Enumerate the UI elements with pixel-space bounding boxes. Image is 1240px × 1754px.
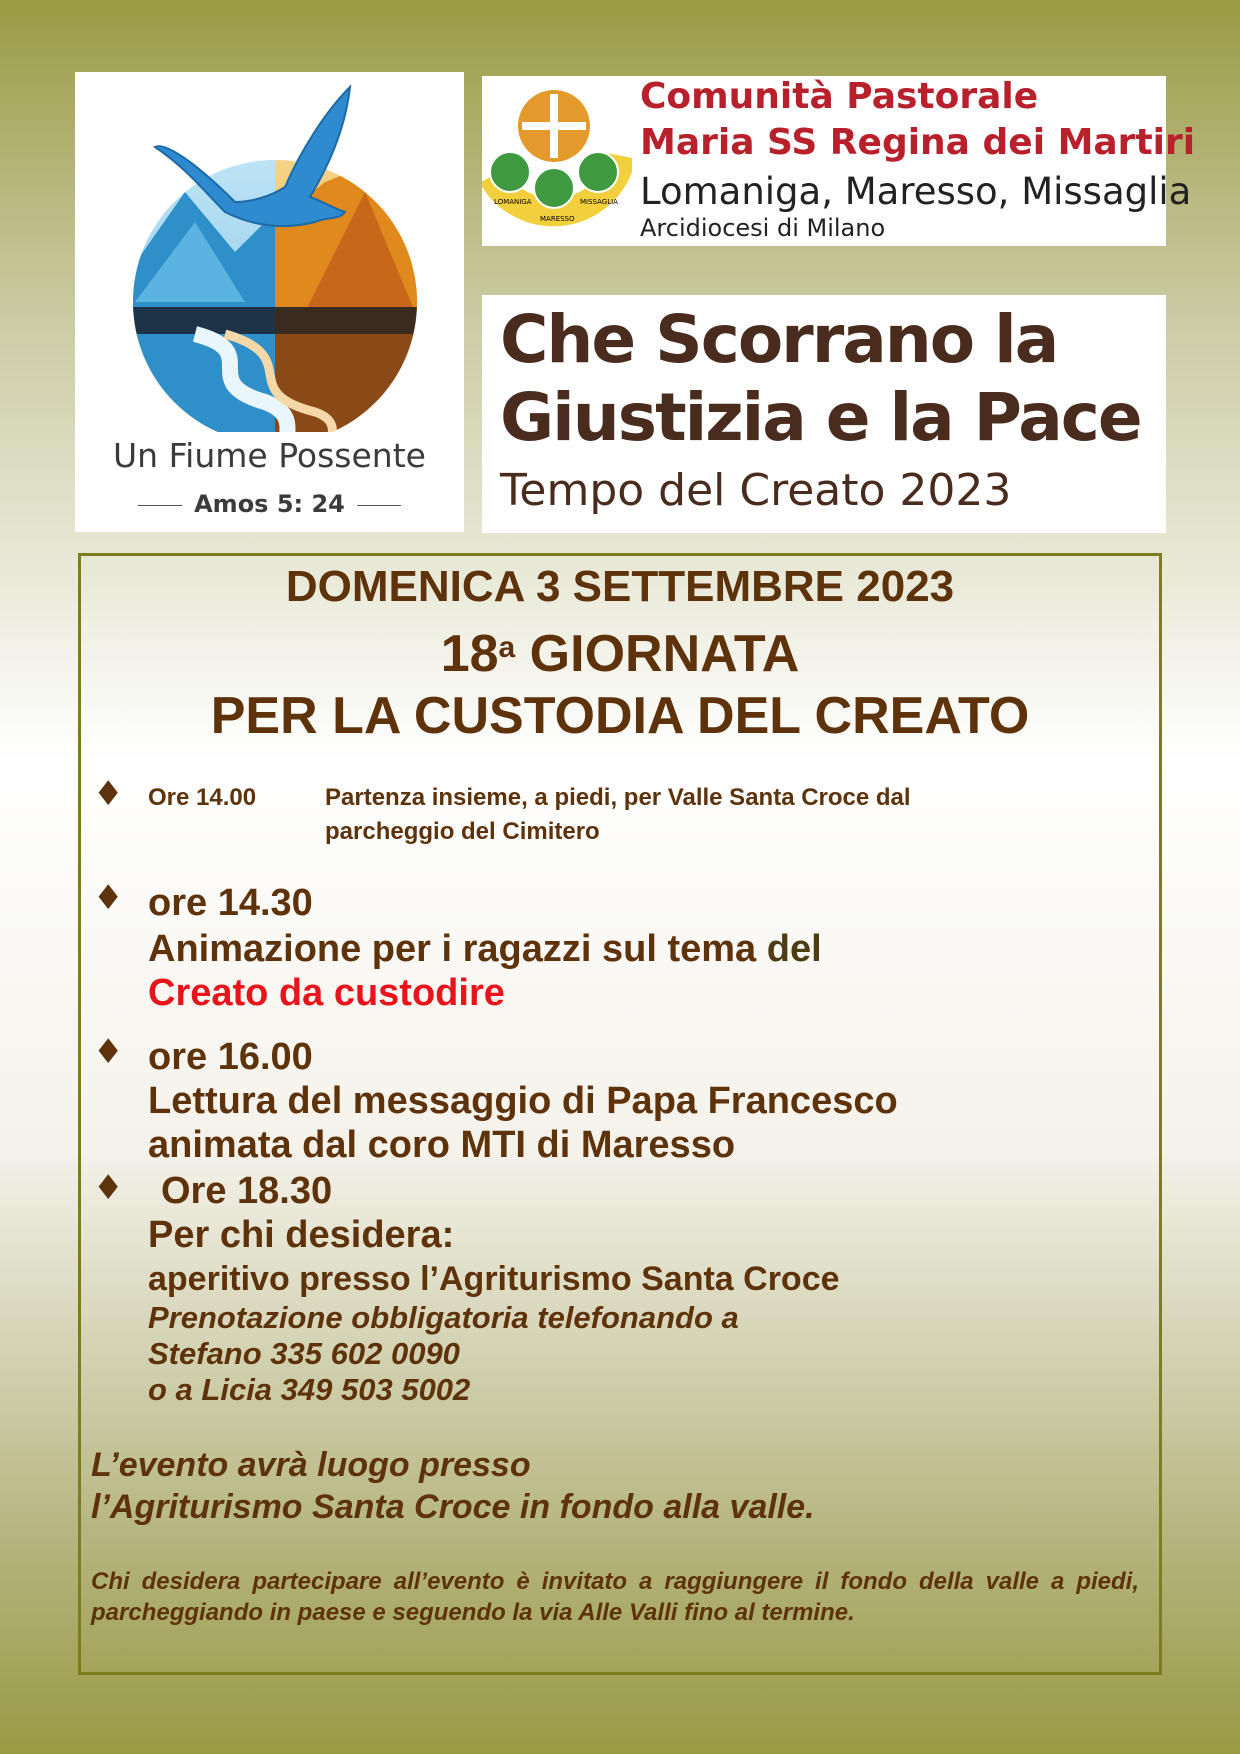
bullet-diamond: ♦ xyxy=(93,774,124,814)
giornata-heading xyxy=(81,624,1159,684)
season-title-line2: Giustizia e la Pace xyxy=(500,379,1141,456)
event4-text-line1: Per chi desidera: xyxy=(148,1214,455,1256)
giornata-ordinal: a xyxy=(498,631,516,664)
event3-time: ore 16.00 xyxy=(148,1036,313,1078)
community-towns: Lomaniga, Maresso, Missaglia xyxy=(640,170,1192,213)
community-diocese: Arcidiocesi di Milano xyxy=(640,214,886,242)
emblem-label-missaglia: MISSAGLIA xyxy=(580,198,618,206)
community-name: Comunità Pastorale xyxy=(640,76,1039,117)
community-dedication: Maria SS Regina dei Martiri xyxy=(640,122,1196,163)
event3-text-line2: animata dal coro MTI di Maresso xyxy=(148,1124,736,1166)
giornata-number: 18 xyxy=(440,625,499,683)
event2-text-del: del xyxy=(766,928,822,970)
event-date: DOMENICA 3 SETTEMBRE 2023 xyxy=(285,562,955,611)
location-line1: L’evento avrà luogo presso xyxy=(91,1446,531,1484)
event-program-box xyxy=(78,553,1162,1675)
event4-text-line2: aperitivo presso l’Agriturismo Santa Croce xyxy=(148,1260,840,1298)
logo-verse: Amos 5: 24 xyxy=(75,490,464,518)
event2-text-main: Animazione per i ragazzi sul tema xyxy=(148,928,767,970)
event4-time: Ore 18.30 xyxy=(161,1170,333,1212)
event2-highlight: Creato da custodire xyxy=(148,972,505,1014)
emblem-label-lomaniga: LOMANIGA xyxy=(494,198,532,206)
season-title-banner xyxy=(482,295,1166,533)
logo-caption: Un Fiume Possente xyxy=(113,436,426,475)
bullet-diamond: ♦ xyxy=(93,1168,124,1208)
event1-text-line1: Partenza insieme, a piedi, per Valle Santa Croce dal xyxy=(325,784,911,811)
location-line2: l’Agriturismo Santa Croce in fondo alla valle. xyxy=(91,1488,815,1526)
event3-text-line1: Lettura del messaggio di Papa Francesco xyxy=(148,1080,898,1122)
event4-contact-licia: o a Licia 349 503 5002 xyxy=(148,1372,471,1407)
event4-contact-stefano: Stefano 335 602 0090 xyxy=(148,1336,460,1371)
bullet-diamond: ♦ xyxy=(93,878,124,918)
parish-emblem xyxy=(482,76,632,246)
event4-booking-note: Prenotazione obbligatoria telefonando a xyxy=(148,1300,739,1335)
event1-text-line2: parcheggio del Cimitero xyxy=(325,818,600,845)
community-logo xyxy=(482,76,1196,246)
un-fiume-possente-logo xyxy=(75,72,464,532)
instructions-paragraph: Chi desidera partecipare all’evento è invitato a raggiungere il fondo della valle a piedi, parcheggiando in paese e seguendo la via Alle Valli fino al termine. xyxy=(91,1568,1139,1626)
dove-river-emblem xyxy=(75,72,464,432)
event2-text-line1 xyxy=(148,928,822,971)
event2-time: ore 14.30 xyxy=(148,882,313,924)
season-title-line1: Che Scorrano la xyxy=(500,301,1058,378)
giornata-word: GIORNATA xyxy=(515,625,800,683)
season-subtitle: Tempo del Creato 2023 xyxy=(500,465,1012,516)
event1-time: Ore 14.00 xyxy=(148,784,257,811)
bullet-diamond: ♦ xyxy=(93,1032,124,1072)
giornata-subtitle: PER LA CUSTODIA DEL CREATO xyxy=(210,687,1030,745)
emblem-label-maresso: MARESSO xyxy=(540,215,575,223)
